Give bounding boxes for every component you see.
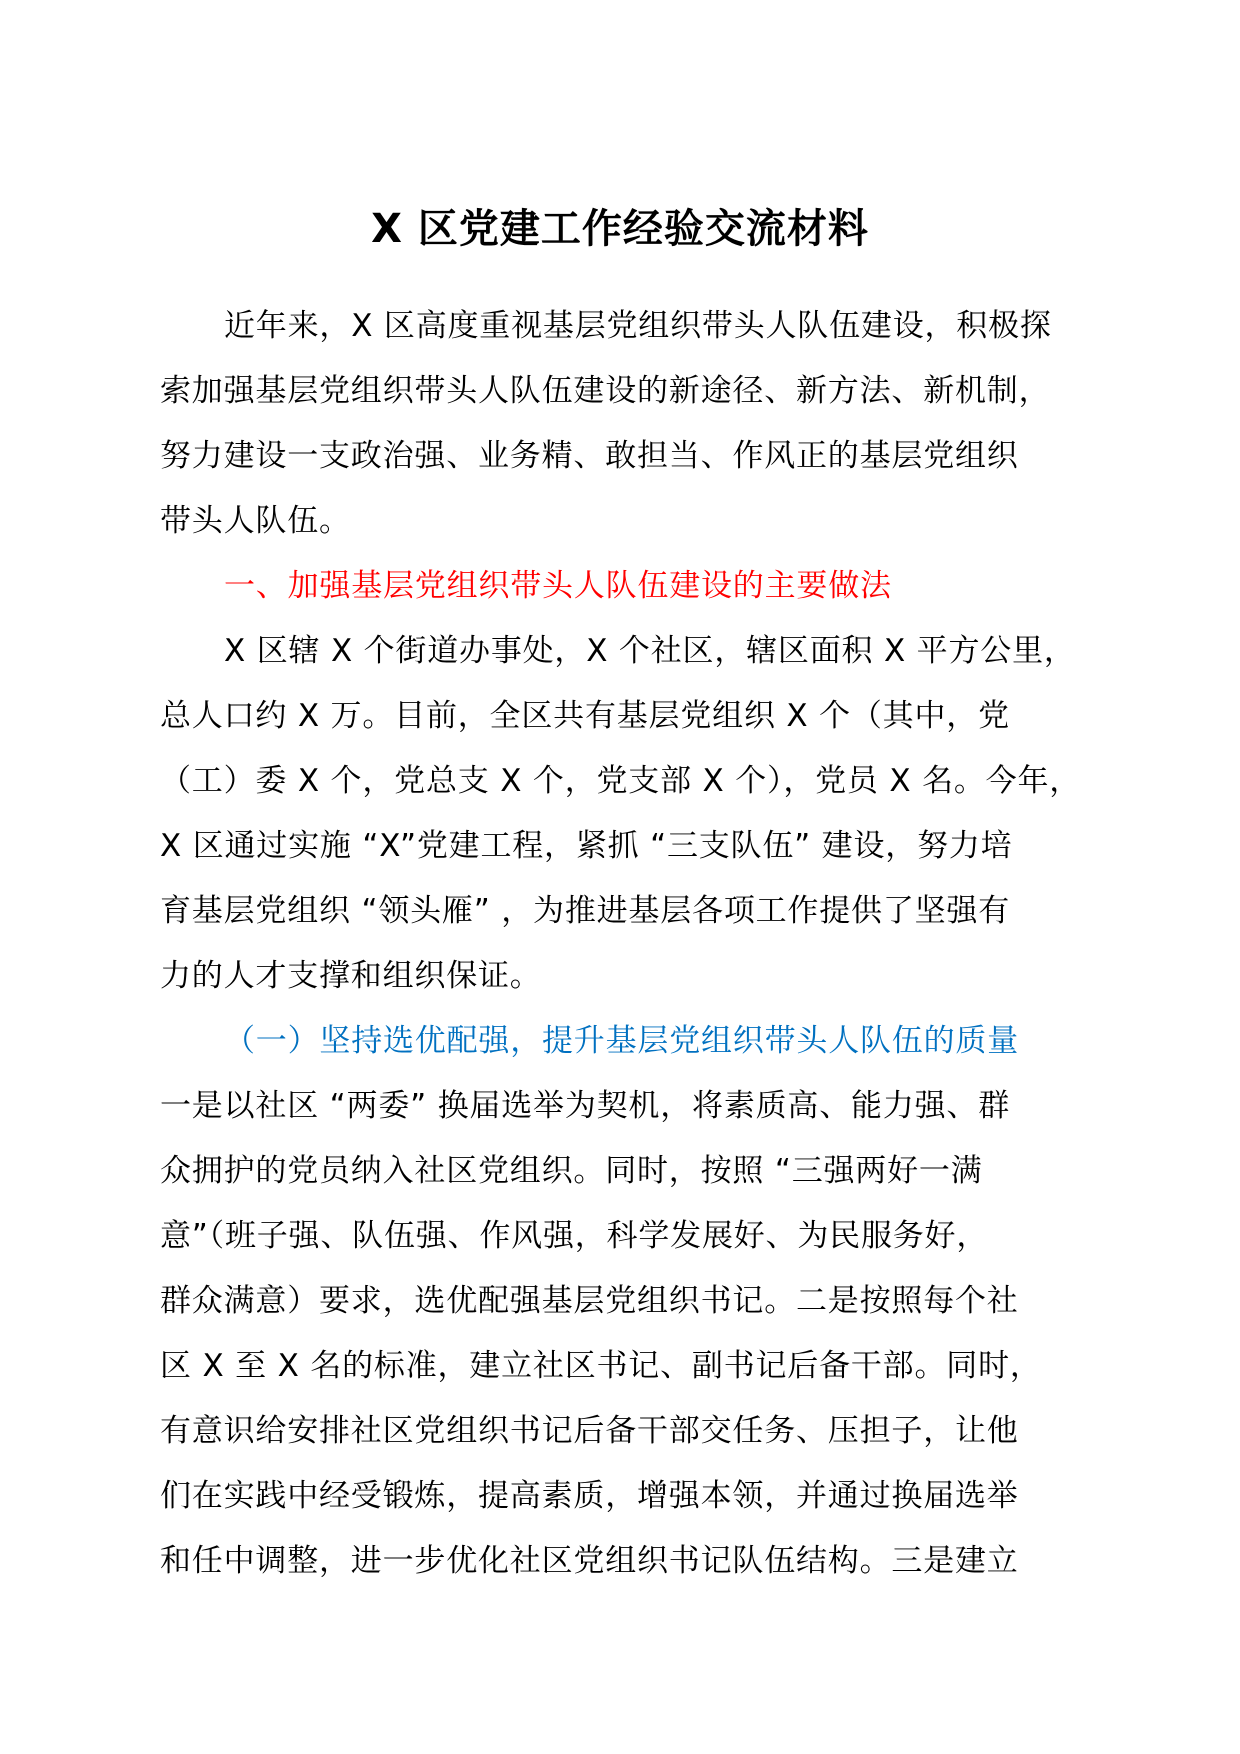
paragraph-3-line-5: 区 X 至 X 名的标准，建立社区书记、副书记后备干部。同时， bbox=[160, 1348, 1042, 1384]
paragraph-2-line-1: X 区辖 X 个街道办事处，X 个社区，辖区面积 X 平方公里， bbox=[224, 633, 1076, 669]
paragraph-3-line-2: 众拥护的党员纳入社区党组织。同时，按照 “三强两好一满 bbox=[160, 1153, 983, 1189]
subsection-heading-1: （一）坚持选优配强，提升基层党组织带头人队伍的质量 bbox=[224, 1023, 1019, 1059]
paragraph-3-line-4: 群众满意）要求，选优配强基层党组织书记。二是按照每个社 bbox=[160, 1283, 1019, 1319]
paragraph-1-line-3: 努力建设一支政治强、业务精、敢担当、作风正的基层党组织 bbox=[160, 438, 1019, 474]
document-title: X 区党建工作经验交流材料 bbox=[371, 206, 869, 252]
paragraph-3-line-8: 和任中调整，进一步优化社区党组织书记队伍结构。三是建立 bbox=[160, 1543, 1019, 1579]
paragraph-1-line-4: 带头人队伍。 bbox=[160, 503, 351, 539]
paragraph-3-line-3: 意”（班子强、队伍强、作风强，科学发展好、为民服务好， bbox=[160, 1218, 989, 1254]
paragraph-1-line-1: 近年来，X 区高度重视基层党组织带头人队伍建设，积极探 bbox=[224, 308, 1052, 344]
paragraph-2-line-3: （工）委 X 个，党总支 X 个，党支部 X 个），党员 X 名。今年， bbox=[160, 763, 1082, 799]
paragraph-1-line-2: 索加强基层党组织带头人队伍建设的新途径、新方法、新机制， bbox=[160, 373, 1051, 409]
paragraph-2-line-6: 力的人才支撑和组织保证。 bbox=[160, 958, 542, 994]
paragraph-2-line-2: 总人口约 X 万。目前，全区共有基层党组织 X 个（其中，党 bbox=[160, 698, 1010, 734]
paragraph-2-line-5: 育基层党组织 “领头雁” ，为推进基层各项工作提供了坚强有 bbox=[160, 893, 1011, 929]
section-heading-1: 一、加强基层党组织带头人队伍建设的主要做法 bbox=[224, 568, 892, 604]
paragraph-3-line-7: 们在实践中经受锻炼，提高素质，增强本领，并通过换届选举 bbox=[160, 1478, 1019, 1514]
paragraph-3-line-1: 一是以社区 “两委” 换届选举为契机，将素质高、能力强、群 bbox=[160, 1088, 1011, 1124]
paragraph-2-line-4: X 区通过实施 “X”党建工程，紧抓 “三支队伍” 建设，努力培 bbox=[160, 828, 1013, 864]
document-body bbox=[160, 294, 1116, 1594]
paragraph-3-line-6: 有意识给安排社区党组织书记后备干部交任务、压担子，让他 bbox=[160, 1413, 1019, 1449]
